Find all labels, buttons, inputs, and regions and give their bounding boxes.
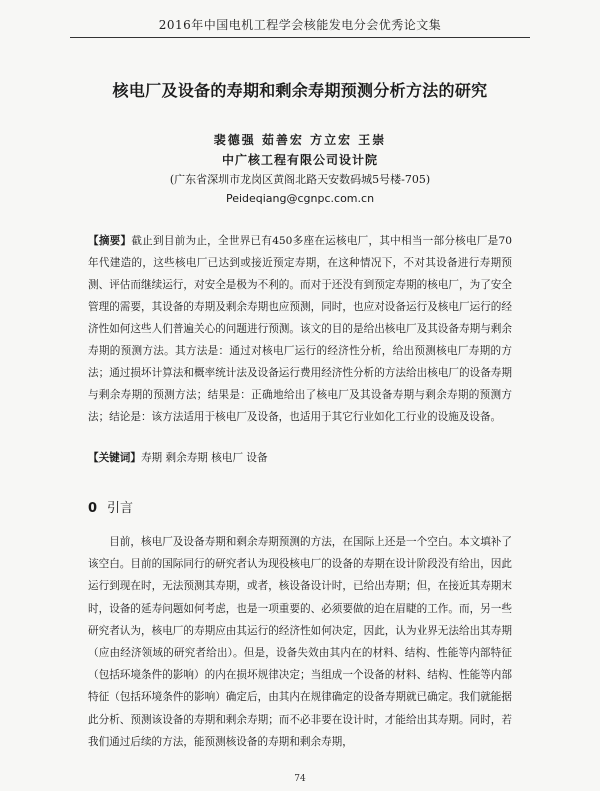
keywords-text: 寿期 剩余寿期 核电厂 设备: [140, 452, 268, 464]
paper-affiliation: 中广核工程有限公司设计院: [221, 153, 378, 167]
section-heading: [88, 497, 133, 516]
abstract-label: 【摘要】: [88, 235, 132, 247]
paper-authors: 裴德强 茹善宏 方立宏 王崇: [213, 133, 387, 147]
paper-title: 核电厂及设备的寿期和剩余寿期预测分析方法的研究: [112, 81, 488, 100]
running-header: 2016年中国电机工程学会核能发电分会优秀论文集: [158, 18, 442, 32]
header-rule: [70, 37, 530, 38]
page-number: 74: [294, 774, 306, 784]
section-title: 引言: [107, 501, 134, 516]
intro-paragraph: 目前，核电厂及设备寿期和剩余寿期预测的方法，在国际上还是一个空白。本文填补了该空白。目前的国际同行的研究者认为现役核电厂的设备的寿期在设计阶段没有给出，因此运行到现在时，无法预测其寿期，或者，核设备设计时，已给出寿期；但，在接近其寿期末时，设备的延寿问题如何考虑，也是一项重要的、必须要做的迫在眉睫的工作。而，另一些研究者认为，核电厂的寿期应由其运行的经济性如何决定，因此，认为业界无法给出其寿期（应由经济领域的研究者给出）。但是，设备失效由其内在的材料、结构、性能等内部特征（包括环境条件的影响）的内在损坏规律决定；当组成一个设备的材料、结构、性能等内部特征（包括环境条件的影响）确定后，由其内在规律确定的设备寿期就已确定。我们就能据此分析、预测该设备的寿期和剩余寿期；而不必非要在设计时，才能给出其寿期。同时，若我们通过后续的方法，能预测核设备的寿期和剩余寿期，: [88, 536, 512, 748]
keywords-label: 【关键词】: [88, 452, 141, 464]
section-number: 0: [88, 501, 98, 516]
author-email: Peideqiang@cgnpc.com.cn: [225, 192, 375, 205]
paper-address: (广东省深圳市龙岗区黄阁北路天安数码城5号楼-705): [169, 173, 431, 186]
abstract: [88, 230, 512, 428]
abstract-text: 截止到目前为止，全世界已有450多座在运核电厂，其中相当一部分核电厂是70年代建造的，这些核电厂已达到或接近预定寿期，在这种情况下，不对其设备进行寿期预测、评估而继续运行，对安全是极为不利的。而对于还没有到预定寿期的核电厂，为了安全管理的需要，其设备的寿期及剩余寿期也应预测，同时，也应对设备运行及核电厂运行的经济性如何这些人们普遍关心的问题进行预测。该文的目的是给出核电厂及其设备寿期与剩余寿期的预测方法。其方法是：通过对核电厂运行的经济性分析，给出预测核电厂寿期的方法；通过损坏计算法和概率统计法及设备运行费用经济性分析的方法给出核电厂的设备寿期与剩余寿期的预测方法；结果是：正确地给出了核电厂及其设备寿期与剩余寿期的预测方法；结论是：该方法适用于核电厂及设备，也适用于其它行业如化工行业的设施及设备。: [88, 235, 512, 423]
keywords: [88, 450, 512, 465]
